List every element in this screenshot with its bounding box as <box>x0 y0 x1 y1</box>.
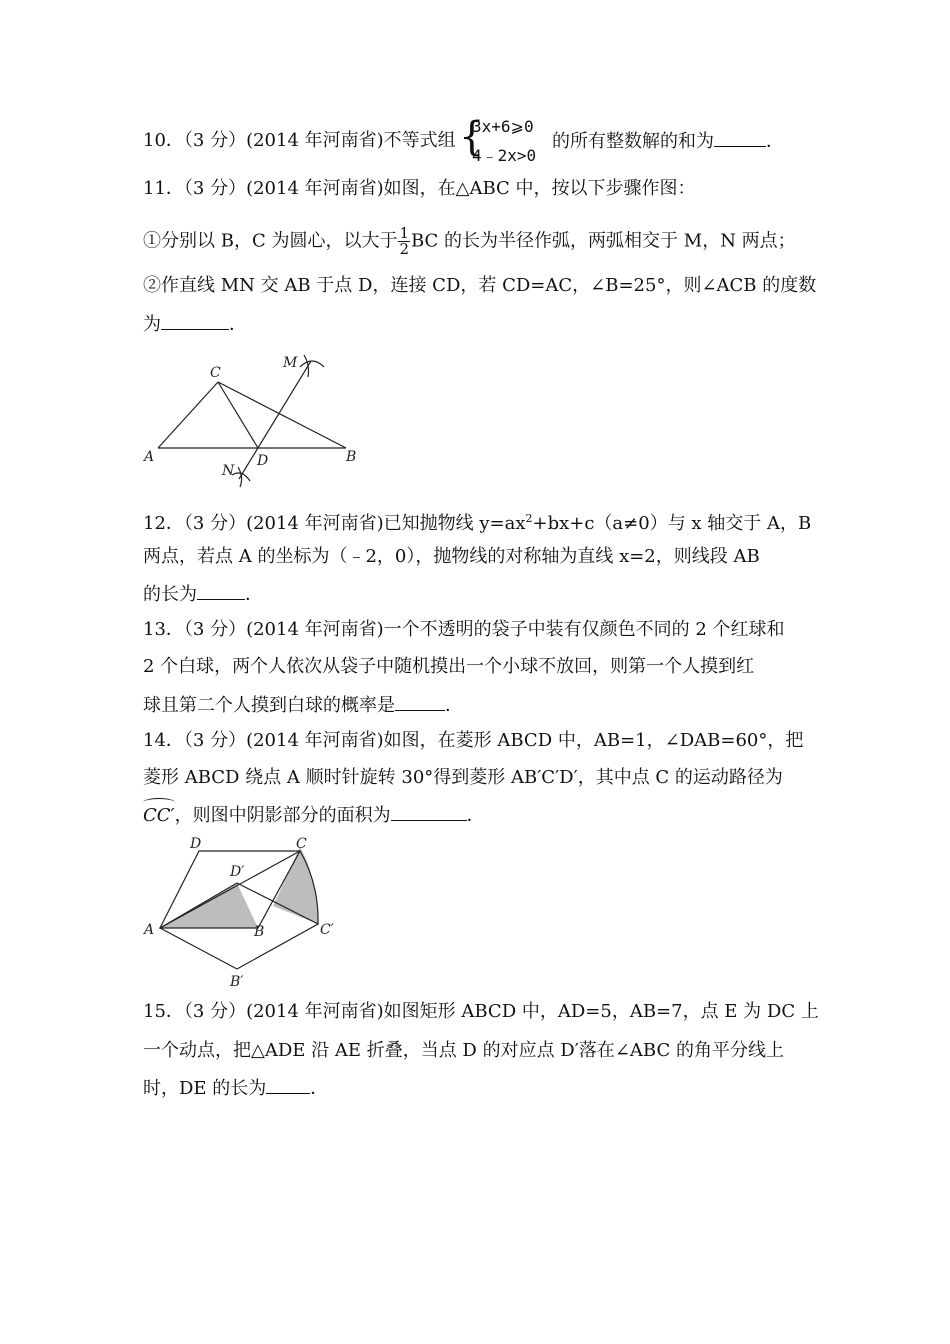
q11-arc-m-2 <box>304 355 309 377</box>
q12-line-1 <box>143 508 811 535</box>
q10-prefix: 10．（3 分）(2014 年河南省)不等式组 <box>143 130 456 151</box>
q12-line-1b: +bx+c（a≠0）与 x 轴交于 A，B <box>532 513 812 534</box>
q14-figure <box>138 832 358 997</box>
q11-label-c: C <box>210 365 221 381</box>
q13-line-2: 2 个白球，两个人依次从袋子中随机摸出一个小球不放回，则第一个人摸到红 <box>143 656 755 677</box>
q14-label-a: A <box>144 922 155 938</box>
q11-line-mn <box>239 361 311 479</box>
q14-line-1: 14．（3 分）(2014 年河南省)如图，在菱形 ABCD 中，AB=1，∠DAB=60°，把 <box>143 730 804 751</box>
q14-arc-notation <box>143 805 175 827</box>
q10-inequality-2: 4﹣2x>0 <box>472 146 537 165</box>
q11-arc-m-1 <box>300 361 324 367</box>
q13-line-1: 13．（3 分）(2014 年河南省)一个不透明的袋子中装有仅颜色不同的 2 个红球和 <box>143 619 785 640</box>
q11-line-4 <box>143 313 247 336</box>
q12-line-3a: 的长为 <box>143 584 197 605</box>
q14-line-3 <box>143 804 485 827</box>
q11-frac-num: 1 <box>399 224 409 242</box>
q11-segment-ac <box>158 382 218 448</box>
q13-line-3a: 球且第二个人摸到白球的概率是 <box>143 695 395 716</box>
q11-label-n: N <box>222 463 235 479</box>
q10-end: ． <box>766 131 784 152</box>
q13-line-3b: ． <box>445 695 463 716</box>
q11-line-2a: ①分别以 B，C 为圆心，以大于 <box>143 230 398 252</box>
q11-line-3: ②作直线 MN 交 AB 于点 D，连接 CD，若 CD=AC，∠B=25°，则∠ACB 的度数 <box>143 275 817 296</box>
q10-suffix: 的所有整数解的和为 <box>552 131 714 152</box>
q14-answer-blank <box>391 804 467 821</box>
q14-label-b-prime: B′ <box>230 974 244 990</box>
q11-line-4a: 为 <box>143 314 161 335</box>
q14-label-c-prime: C′ <box>320 922 334 938</box>
q10-suffix-line <box>552 130 784 153</box>
q14-line-3b: ． <box>466 805 485 826</box>
q11-label-a: A <box>144 449 155 465</box>
q14-label-d: D <box>190 836 202 852</box>
q11-line-1: 11．（3 分）(2014 年河南省)如图，在△ABC 中，按以下步骤作图： <box>143 178 696 199</box>
q15-line-3 <box>143 1077 328 1100</box>
q14-line-3a: ，则图中阴影部分的面积为 <box>174 805 391 826</box>
q12-line-1a: 12．（3 分）(2014 年河南省)已知抛物线 y=ax <box>143 513 526 534</box>
q11-figure <box>138 345 368 495</box>
q12-line-2: 两点，若点 A 的坐标为（﹣2，0），抛物线的对称轴为直线 x=2，则线段 AB <box>143 546 760 567</box>
q11-fraction <box>398 226 410 257</box>
q14-label-c: C <box>296 836 307 852</box>
q14-arc-label: CC′ <box>143 805 175 826</box>
q10-brace: { <box>459 114 485 160</box>
q12-superscript: 2 <box>525 512 533 525</box>
q14-label-b: B <box>254 924 265 940</box>
q12-line-3b: ． <box>245 584 263 605</box>
q11-line-2 <box>143 226 796 257</box>
q15-line-3a: 时，DE 的长为 <box>143 1078 267 1099</box>
q11-segment-cb <box>218 382 346 448</box>
q14-arc-mark <box>143 798 175 807</box>
q11-frac-den: 2 <box>399 240 409 258</box>
q15-answer-blank <box>266 1077 310 1094</box>
q15-line-3b: ． <box>310 1078 329 1099</box>
q11-line-2b: BC 的长为半径作弧，两弧相交于 M，N 两点； <box>411 230 796 252</box>
q14-shade-left <box>160 883 258 928</box>
q15-line-2: 一个动点，把△ADE 沿 AE 折叠，当点 D 的对应点 D′落在∠ABC 的角平分线上 <box>143 1040 784 1061</box>
q10-line <box>143 130 456 152</box>
q11-answer-blank <box>161 313 229 330</box>
q11-line-4b: ． <box>229 314 247 335</box>
q15-line-1: 15．（3 分）(2014 年河南省)如图矩形 ABCD 中，AD=5，AB=7，点 E 为 DC 上 <box>143 1001 819 1022</box>
q14-label-d-prime: D′ <box>230 864 245 880</box>
q10-answer-blank <box>714 130 766 147</box>
q11-label-m: M <box>283 355 298 371</box>
q12-answer-blank <box>197 583 245 600</box>
q12-line-3 <box>143 583 263 606</box>
q13-answer-blank <box>395 694 445 711</box>
q10-inequality-1: 3x+6⩾0 <box>472 117 534 136</box>
q11-label-d: D <box>257 453 269 469</box>
q14-line-2: 菱形 ABCD 绕点 A 顺时针旋转 30°得到菱形 AB′C′D′，其中点 C 的运动路径为 <box>143 767 783 788</box>
q13-line-3 <box>143 694 463 717</box>
q11-label-b: B <box>346 449 357 465</box>
